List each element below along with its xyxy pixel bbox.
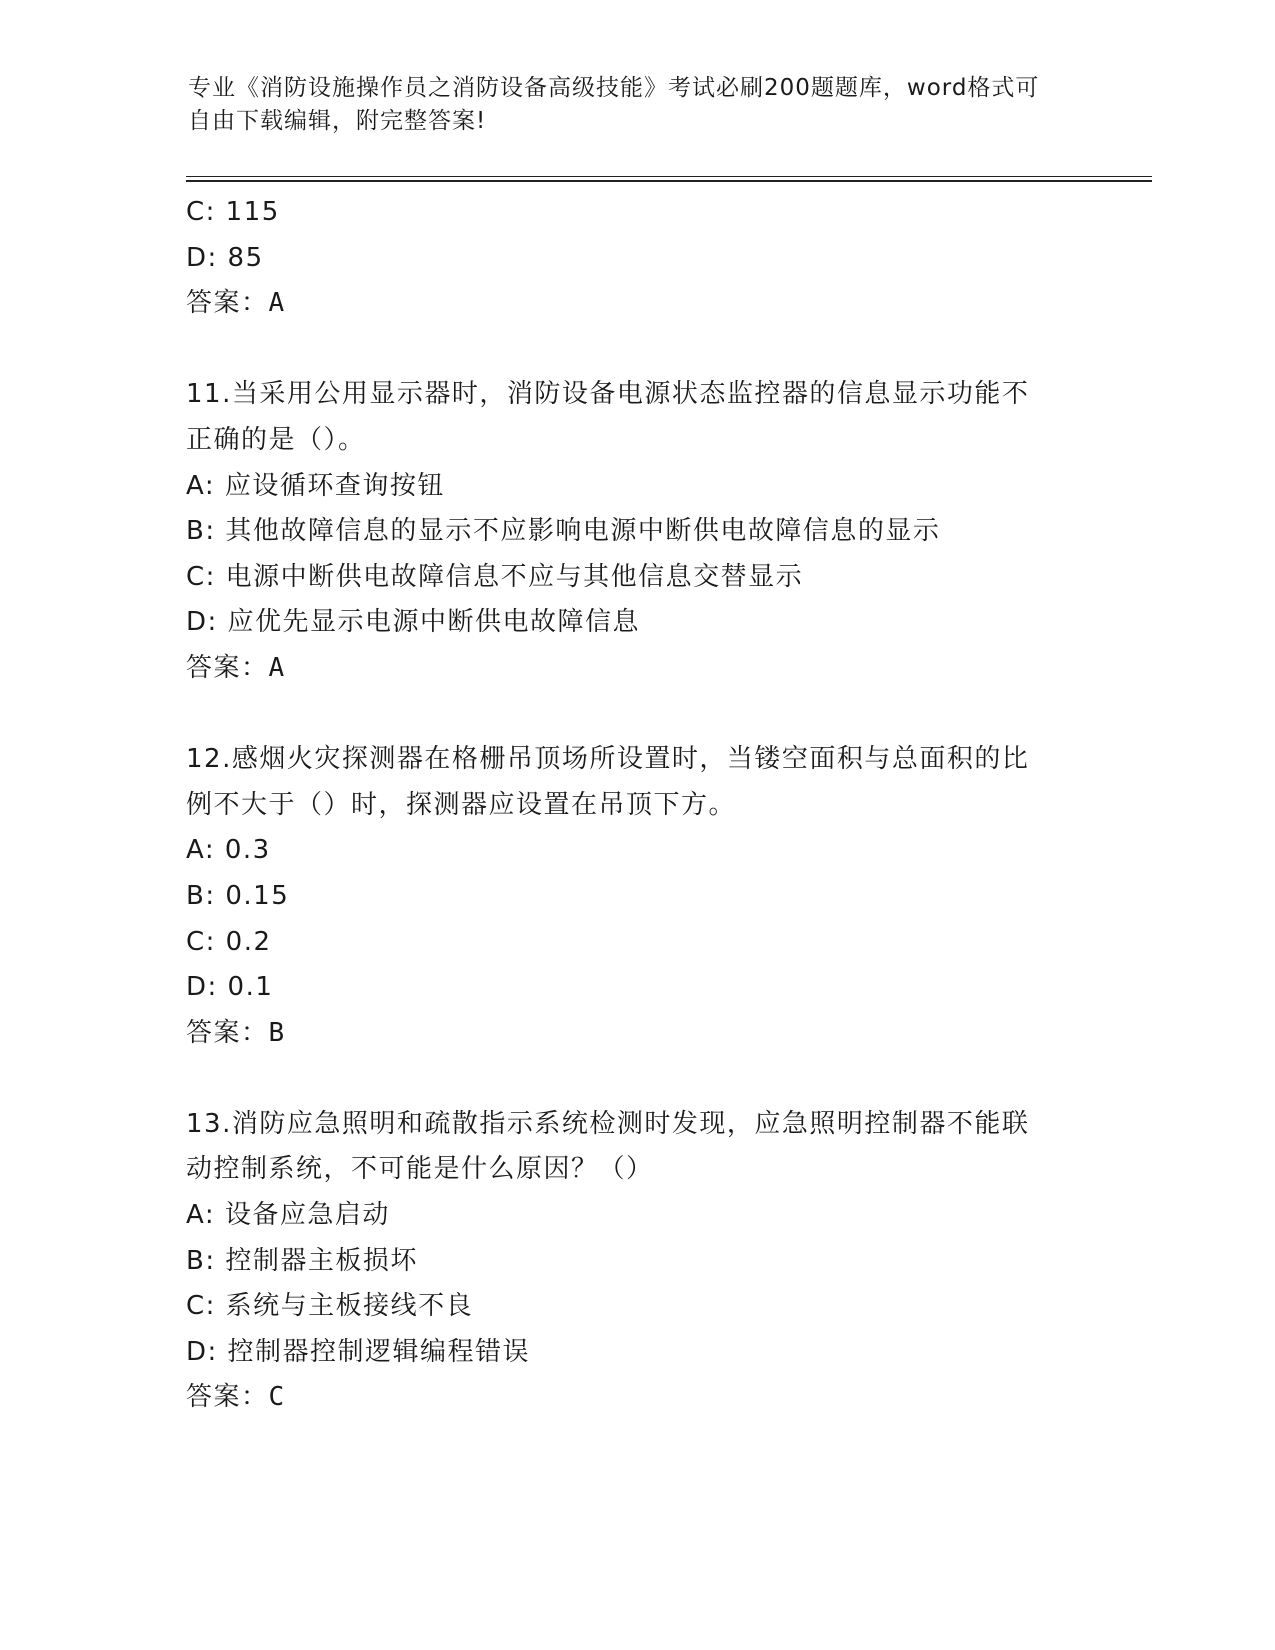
answer-value: B (268, 1017, 286, 1048)
option-a: A: 应设循环查询按钮 (186, 470, 445, 501)
header-rule-thin (186, 176, 1152, 177)
question-stem-cont: 动控制系统，不可能是什么原因？（） (186, 1154, 654, 1185)
question-stem-cont: 例不大于（）时，探测器应设置在吊顶下方。 (186, 789, 737, 820)
page-header (188, 72, 1088, 138)
option-d: D: 应优先显示电源中断供电故障信息 (186, 607, 641, 638)
option-d: D: 0.1 (186, 972, 274, 1003)
question-block-13 (186, 1102, 1086, 1421)
answer-value: C (268, 1382, 286, 1413)
option-a: A: 0.3 (186, 835, 271, 866)
spacer (186, 692, 1086, 738)
answer-line (186, 1375, 1086, 1421)
header-rule-thick (186, 180, 1152, 182)
option-c: C: 电源中断供电故障信息不应与其他信息交替显示 (186, 561, 804, 592)
option-d: D: 控制器控制逻辑编程错误 (186, 1336, 531, 1367)
option-d: D: 85 (186, 242, 264, 273)
option-a: A: 设备应急启动 (186, 1200, 390, 1231)
answer-line (186, 646, 1086, 692)
question-stem: 13.消防应急照明和疏散指示系统检测时发现，应急照明控制器不能联 (186, 1108, 1030, 1139)
option-b: B: 控制器主板损坏 (186, 1245, 418, 1276)
answer-line (186, 281, 1086, 327)
question-block-11 (186, 372, 1086, 691)
header-line-1: 专业《消防设施操作员之消防设备高级技能》考试必刷200题题库，word格式可 (188, 75, 1040, 101)
option-b: B: 0.15 (186, 880, 290, 911)
question-block-12 (186, 737, 1086, 1056)
question-block-prev (186, 190, 1086, 327)
option-c: C: 0.2 (186, 926, 272, 957)
option-b: B: 其他故障信息的显示不应影响电源中断供电故障信息的显示 (186, 516, 941, 547)
question-stem-cont: 正确的是（）。 (186, 424, 366, 455)
spacer (186, 1056, 1086, 1102)
header-line-2: 自由下载编辑，附完整答案! (188, 108, 487, 134)
option-c: C: 115 (186, 197, 280, 227)
spacer (186, 327, 1086, 373)
question-content (186, 190, 1086, 1421)
answer-label: 答案： (186, 652, 269, 683)
question-stem: 11.当采用公用显示器时，消防设备电源状态监控器的信息显示功能不 (186, 379, 1030, 410)
answer-label: 答案： (186, 288, 269, 319)
answer-line (186, 1011, 1086, 1057)
option-c: C: 系统与主板接线不良 (186, 1291, 474, 1322)
answer-label: 答案： (186, 1382, 269, 1413)
question-stem: 12.感烟火灾探测器在格栅吊顶场所设置时，当镂空面积与总面积的比 (186, 744, 1030, 775)
answer-label: 答案： (186, 1017, 269, 1048)
answer-value: A (268, 288, 286, 319)
answer-value: A (268, 652, 286, 683)
